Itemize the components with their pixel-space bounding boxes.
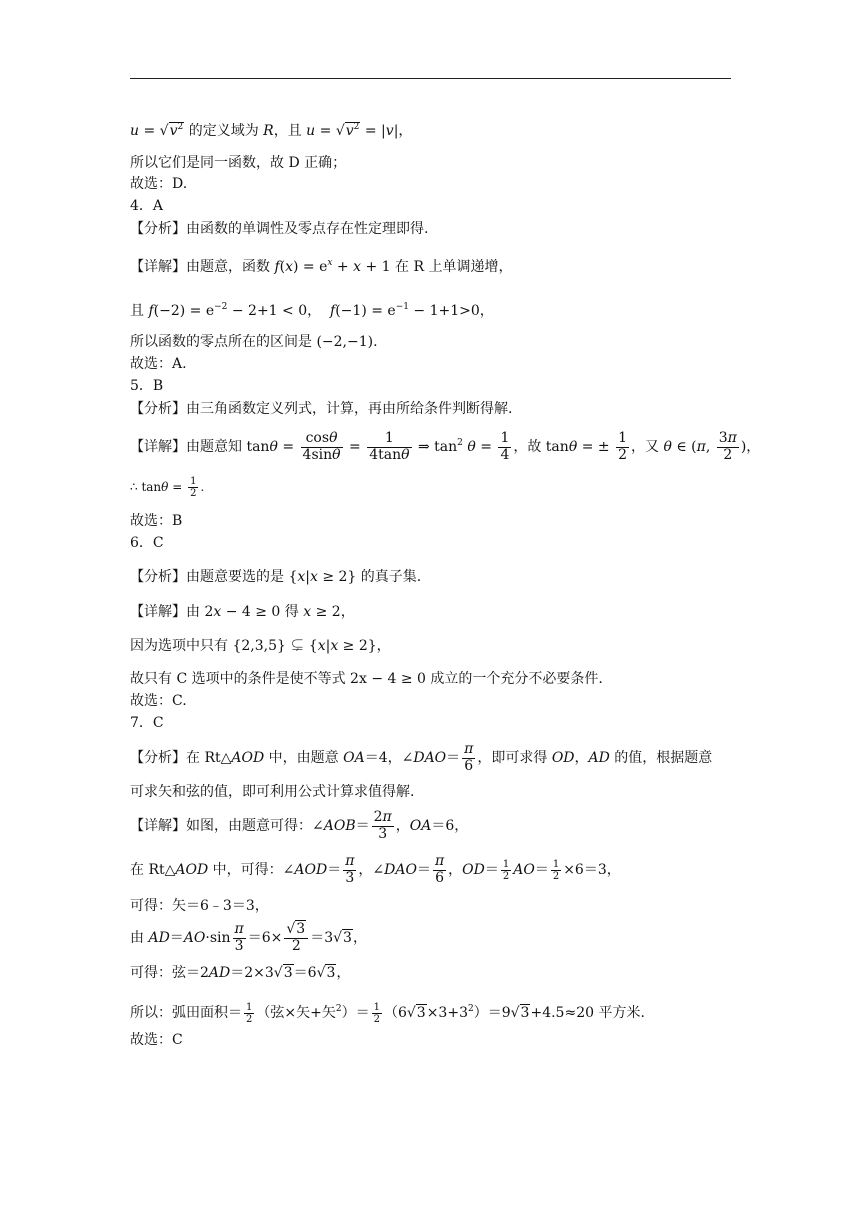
detail-line: 【详解】如图，由题意可得：∠AOB＝ $\frac{2\pi}{3}$ ，OA＝6， — [130, 809, 469, 842]
text-line: 故选：A. — [130, 356, 187, 372]
analysis-line: 【分析】由函数的单调性及零点存在性定理即得. — [130, 221, 429, 237]
header-rule — [130, 78, 731, 79]
detail-line: 【详解】由题意知 tanθ = $\frac{\cos\theta}{4\sin\theta}$ = $\frac{1}{4\tan\theta}$ ⇒ $\tan^2 \theta$ = $\frac{1}{4}$ ，故 tanθ = ± $\frac{1}{2}$ ，又 θ ∈ (π, $\frac{3\pi}{2}$ )， — [130, 430, 761, 463]
text-line: $u = √v^2$ 的定义域为 R，且 $u = √v^2 = |v|$， — [130, 122, 413, 139]
text-line: 且 $f(-2) = e^{-2} - 2+1 < 0$， $f(-1) = e^{-1} - 1+1>0$， — [130, 302, 494, 319]
detail-line: 【详解】由 2x − 4 ≥ 0 得 x ≥ 2， — [130, 604, 355, 620]
detail-line: 【详解】由题意，函数 $f(x) = e^x + x + 1$ 在 R 上单调递增， — [130, 258, 513, 275]
question-number: 7．C — [130, 715, 164, 731]
text-line: 可得：矢＝6﹣3＝3， — [130, 898, 269, 914]
question-number: 4．A — [130, 198, 164, 214]
analysis-line: 【分析】由题意要选的是 {x|x ≥ 2} 的真子集. — [130, 569, 422, 585]
question-number: 5．B — [130, 378, 164, 394]
text-line: 所以：弧田面积＝ $\frac{1}{2}$ （弦×矢+矢$^2$）＝ $\frac{1}{2}$ $(6√3\times 3+3^2)=9√3+4.5\approx 20$ 平方米. — [130, 1001, 645, 1025]
question-number: 6．C — [130, 535, 164, 551]
text-line: 由 AD＝AO·sin $\frac{\pi}{3}$ ＝6× $\frac{√3}{2}$ ＝3√3， — [130, 921, 367, 954]
text-line: 因为选项中只有 {2,3,5} ⊊ {x|x ≥ 2}， — [130, 638, 391, 654]
text-line: 故选：C — [130, 1032, 183, 1048]
analysis-line: 【分析】由三角函数定义列式，计算，再由所给条件判断得解. — [130, 401, 513, 417]
text-line: 可得：弦＝2AD＝2×3√3＝6√3， — [130, 965, 351, 981]
text-line: 可求矢和弦的值，即可利用公式计算求值得解. — [130, 784, 415, 800]
text-line: 故选：C. — [130, 693, 187, 709]
text-line: 在 Rt△AOD 中，可得：∠AOD＝ $\frac{\pi}{3}$ ，∠DAO＝ $\frac{\pi}{6}$ ，OD＝ $\frac{1}{2}$ AO＝ $\frac{1}{2}$ ×6＝3， — [130, 853, 621, 886]
text-line: 所以它们是同一函数，故 D 正确； — [130, 155, 347, 171]
text-line: ∴ tanθ = $\frac{1}{2}$ . — [130, 476, 205, 499]
text-line: 故选：D. — [130, 176, 188, 192]
text-line: 故选：B — [130, 513, 183, 529]
text-line: 所以函数的零点所在的区间是 (−2,−1). — [130, 334, 378, 350]
text-line: 故只有 C 选项中的条件是使不等式 2x − 4 ≥ 0 成立的一个充分不必要条件. — [130, 671, 603, 687]
analysis-line: 【分析】在 Rt△AOD 中，由题意 OA＝4，∠DAO＝ $\frac{\pi}{6}$ ，即可求得 OD，AD 的值，根据题意 — [130, 741, 713, 774]
